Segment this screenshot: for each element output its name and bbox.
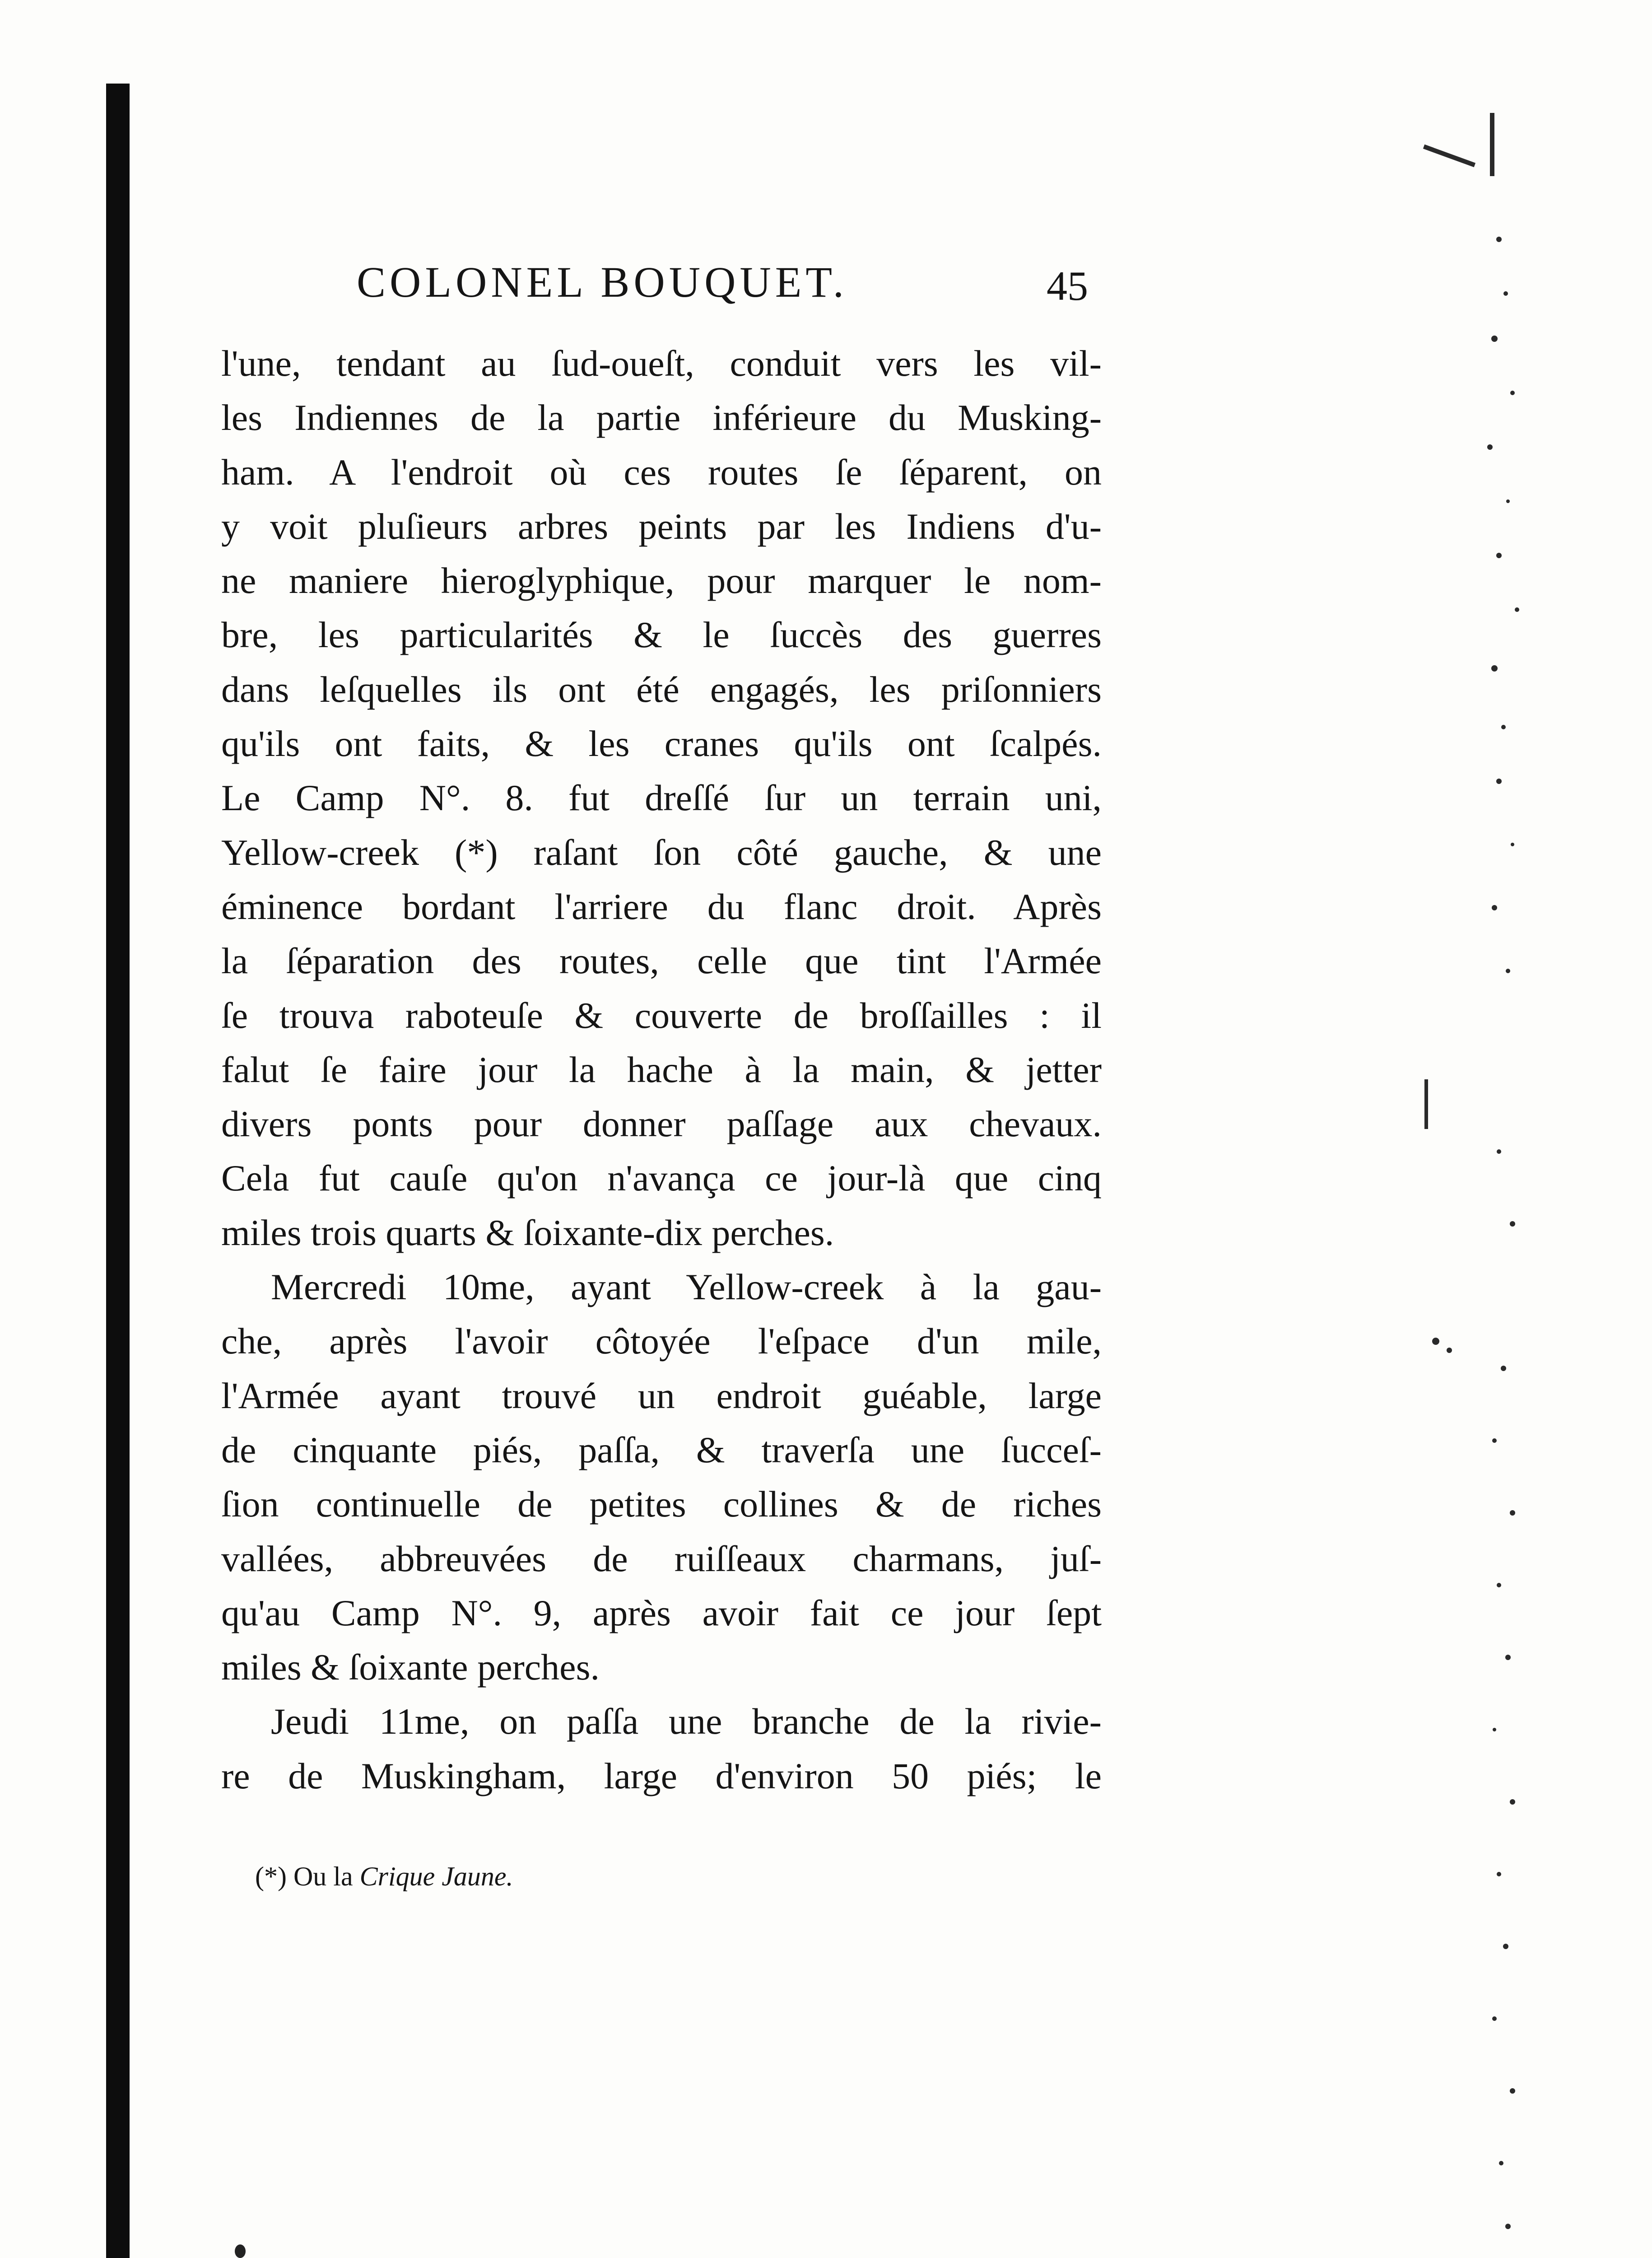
text-line: ſion continuelle de petites collines & de riches: [221, 1484, 1102, 1525]
text-line: qu'ils ont faits, & les cranes qu'ils ont ſcalpés.: [221, 723, 1102, 765]
footnote: [255, 1856, 513, 1897]
text-line: Jeudi 11me, on paſſa une branche de la rivie-: [271, 1701, 1102, 1742]
footnote-italic-text: Crique Jaune.: [359, 1861, 513, 1891]
text-line: y voit pluſieurs arbres peints par les Indiens d'u-: [221, 505, 1102, 547]
text-line: la ſéparation des routes, celle que tint l'Armée: [221, 940, 1102, 982]
footnote-marker: (*): [255, 1861, 287, 1891]
text-line: Le Camp N°. 8. fut dreſſé ſur un terrain uni,: [221, 777, 1102, 819]
page-header: [357, 253, 1088, 312]
page-edge-speckles: [1422, 104, 1567, 2258]
page-number: 45: [1047, 263, 1088, 309]
footnote-text: Ou la: [293, 1861, 353, 1891]
text-line: ne maniere hieroglyphique, pour marquer le nom-: [221, 560, 1102, 602]
text-line: vallées, abbreuvées de ruiſſeaux charmans, juſ-: [221, 1538, 1102, 1579]
text-line: les Indiennes de la partie inférieure du Musking-: [221, 397, 1102, 439]
text-line: éminence bordant l'arriere du flanc droit. Après: [221, 886, 1102, 927]
text-line: bre, les particularités & le ſuccès des guerres: [221, 614, 1102, 656]
text-line: falut ſe faire jour la hache à la main, & jetter: [221, 1049, 1102, 1090]
text-line: Mercredi 10me, ayant Yellow-creek à la gau-: [271, 1266, 1102, 1308]
text-line: de cinquante piés, paſſa, & traverſa une ſucceſ-: [221, 1429, 1102, 1470]
binding-edge-shadow: [106, 84, 130, 2258]
text-line: dans leſquelles ils ont été engagés, les priſonniers: [221, 668, 1102, 710]
running-head: COLONEL BOUQUET.: [357, 258, 848, 306]
text-line: che, après l'avoir côtoyée l'eſpace d'un mile,: [221, 1320, 1102, 1362]
text-line: ham. A l'endroit où ces routes ſe ſéparent, on: [221, 451, 1102, 493]
text-line: qu'au Camp N°. 9, après avoir fait ce jour ſept: [221, 1592, 1102, 1633]
stray-ink-mark: [235, 2244, 246, 2258]
body-text: [221, 336, 1102, 1803]
text-line: l'une, tendant au ſud-oueſt, conduit vers les vil-: [221, 343, 1102, 384]
text-line: Cela fut cauſe qu'on n'avança ce jour-là que cinq: [221, 1157, 1102, 1199]
text-line: divers ponts pour donner paſſage aux chevaux.: [221, 1103, 1102, 1145]
text-line: l'Armée ayant trouvé un endroit guéable, large: [221, 1375, 1102, 1416]
text-line: miles & ſoixante perches.: [221, 1647, 600, 1688]
text-line: Yellow-creek (*) raſant ſon côté gauche, & une: [221, 831, 1102, 873]
text-line: miles trois quarts & ſoixante-dix perches.: [221, 1212, 834, 1253]
text-line: ſe trouva raboteuſe & couverte de broſſailles : il: [221, 994, 1102, 1036]
text-line: re de Muskingham, large d'environ 50 piés; le: [221, 1755, 1102, 1796]
